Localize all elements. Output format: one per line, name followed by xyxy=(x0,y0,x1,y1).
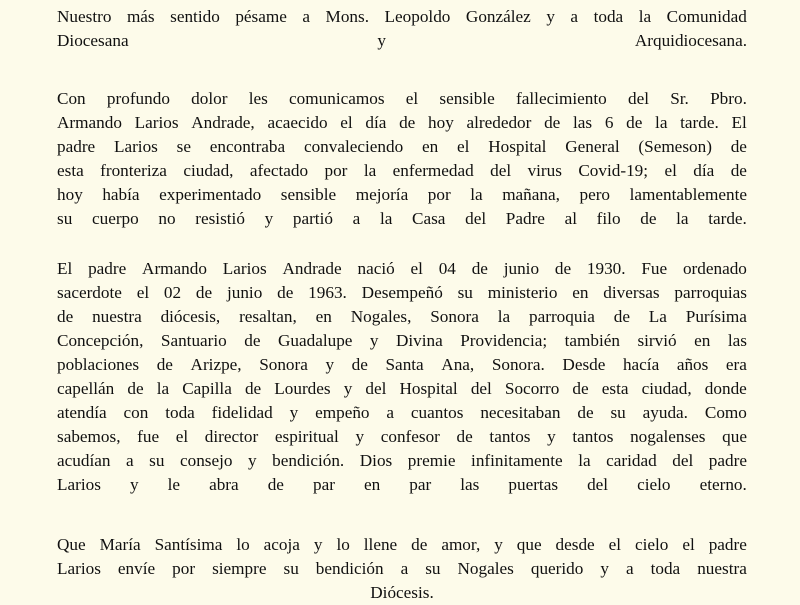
text-line: de nuestra diócesis, resaltan, en Nogales, Sonora la parroquia de La Purísima xyxy=(57,307,747,326)
text-line: su cuerpo no resistió y partió a la Casa del Padre al filo de la tarde. xyxy=(57,209,747,228)
text-line: Larios y le abra de par en par las puertas del cielo eterno. xyxy=(57,475,747,494)
text-line: Larios envíe por siempre su bendición a su Nogales querido y a toda nuestra xyxy=(57,559,747,578)
paragraph-condolence xyxy=(57,5,747,53)
paragraph-announcement xyxy=(57,87,747,231)
paragraph-biography xyxy=(57,257,747,497)
text-line: acudían a su consejo y bendición. Dios premie infinitamente la caridad del padre xyxy=(57,451,747,470)
text-line: Que María Santísima lo acoja y lo llene de amor, y que desde el cielo el padre xyxy=(57,535,747,554)
text-line: poblaciones de Arizpe, Sonora y de Santa Ana, Sonora. Desde hacía años era xyxy=(57,355,747,374)
text-line: Concepción, Santuario de Guadalupe y Divina Providencia; también sirvió en las xyxy=(57,331,747,350)
text-line: Con profundo dolor les comunicamos el sensible fallecimiento del Sr. Pbro. xyxy=(57,89,747,108)
text-line: Diocesana y Arquidiocesana. xyxy=(57,31,747,50)
text-line: atendía con toda fidelidad y empeño a cuantos necesitaban de su ayuda. Como xyxy=(57,403,747,422)
text-line: Nuestro más sentido pésame a Mons. Leopoldo González y a toda la Comunidad xyxy=(57,7,747,26)
text-line: Armando Larios Andrade, acaecido el día de hoy alrededor de las 6 de la tarde. El xyxy=(57,113,747,132)
text-line: sabemos, fue el director espiritual y confesor de tantos y tantos nogalenses que xyxy=(57,427,747,446)
text-line: sacerdote el 02 de junio de 1963. Desempeñó su ministerio en diversas parroquias xyxy=(57,283,747,302)
text-line: capellán de la Capilla de Lourdes y del Hospital del Socorro de esta ciudad, donde xyxy=(57,379,747,398)
text-line: esta fronteriza ciudad, afectado por la enfermedad del virus Covid-19; el día de xyxy=(57,161,747,180)
text-line: padre Larios se encontraba convaleciendo en el Hospital General (Semeson) de xyxy=(57,137,747,156)
text-line: Diócesis. xyxy=(370,583,434,602)
text-line: El padre Armando Larios Andrade nació el 04 de junio de 1930. Fue ordenado xyxy=(57,259,747,278)
text-line: hoy había experimentado sensible mejoría por la mañana, pero lamentablemente xyxy=(57,185,747,204)
paragraph-blessing xyxy=(57,533,747,605)
